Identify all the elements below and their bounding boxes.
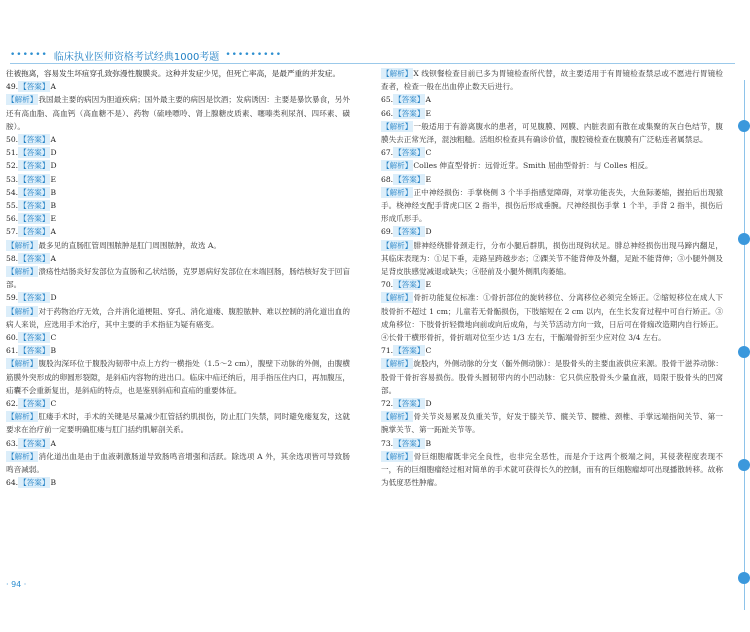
answer-value: D bbox=[50, 293, 57, 303]
answer-value: D bbox=[50, 148, 57, 158]
explanation-tag: 【解析】 bbox=[382, 451, 413, 461]
answer-tag: 【答案】 bbox=[394, 399, 425, 409]
explanation-paragraph bbox=[6, 410, 350, 436]
explanation-text: 骨巨细胞瘤既非完全良性，也非完全恶性，而是介于这两个极端之间，其侵袭程度表现不一，有的巨细胞瘤经过相对简单的手术就可获得长久的控制，而有的巨细胞瘤却可出现播散转移。故称为低度恶性肿瘤。 bbox=[381, 451, 723, 488]
answer-tag: 【答案】 bbox=[19, 478, 50, 488]
explanation-text: 腓神经绕腓骨颈走行，分布小腿后群肌，损伤出现钩状足。腓总神经损伤出现马蹄内翻足，其临床表现为：①足下垂，走路呈跨越步态；②踝关节不能背伸及外翻，足趾不能背伸；③小腿外侧及足背皮肤感觉减退或缺失；④胫前及小腿外侧肌肉萎缩。 bbox=[381, 240, 723, 277]
answer-value: E bbox=[425, 108, 431, 118]
continued-text: 往被拖离，容易发生坏疽穿孔致弥漫性腹膜炎。这种并发症少见，但死亡率高，是最严重的并发症。 bbox=[6, 69, 341, 78]
explanation-text: 对于药物治疗无效，合并消化道梗阻、穿孔、消化道瘘、腹腔脓肿、难以控制的消化道出血的病人来说，应选用手术治疗，其中主要的手术指征为疑有癌变。 bbox=[6, 306, 350, 329]
answer-tag: 【答案】 bbox=[394, 438, 425, 448]
question-number: 68. bbox=[381, 174, 394, 184]
answer-tag: 【答案】 bbox=[394, 108, 425, 118]
explanation-paragraph bbox=[381, 120, 723, 146]
answer-tag: 【答案】 bbox=[19, 82, 50, 92]
answer-value: A bbox=[50, 438, 56, 448]
answer-line bbox=[6, 344, 350, 357]
answer-line bbox=[6, 173, 350, 186]
side-rule bbox=[744, 80, 745, 610]
side-dot-marker bbox=[738, 459, 750, 471]
explanation-tag: 【解析】 bbox=[7, 267, 38, 277]
answer-tag: 【答案】 bbox=[19, 161, 50, 171]
answer-tag: 【答案】 bbox=[19, 333, 50, 343]
explanation-text: Colles 伸直型骨折：远骨近芽。Smith 屈曲型骨折：与 Colles 相反。 bbox=[413, 161, 653, 171]
explanation-tag: 【解析】 bbox=[7, 451, 38, 461]
question-number: 55. bbox=[6, 201, 19, 211]
answer-tag: 【答案】 bbox=[394, 148, 425, 158]
answer-tag: 【答案】 bbox=[19, 227, 50, 237]
answer-line bbox=[381, 225, 723, 238]
explanation-tag: 【解析】 bbox=[382, 69, 413, 78]
explanation-text: 腹股沟深环位于腹股沟韧带中点上方约一横指处（1.5～2 cm），腹壁下动脉的外侧，由腹横筋膜外突形成的卵圆形裂隙，是斜疝内容物的进出口。临床中疝还纳后，用手指压住内口，再加腹压，疝囊不会重新复出，是斜疝的特点，也是鉴别斜疝和直疝的重要体征。 bbox=[6, 359, 350, 395]
header-right-dots: ••••••••• bbox=[225, 50, 283, 60]
explanation-tag: 【解析】 bbox=[382, 187, 413, 197]
answer-tag: 【答案】 bbox=[394, 95, 425, 105]
explanation-text: X 线钡餐检查目前已多为胃镜检查所代替，故主要适用于有胃镜检查禁忌或不愿进行胃镜检查者，检查一般在出血停止数天后进行。 bbox=[381, 69, 723, 92]
question-number: 53. bbox=[6, 174, 19, 184]
explanation-tag: 【解析】 bbox=[7, 240, 38, 250]
explanation-paragraph bbox=[381, 410, 723, 436]
answer-tag: 【答案】 bbox=[19, 399, 50, 409]
answer-line bbox=[381, 437, 723, 450]
question-number: 58. bbox=[6, 253, 19, 263]
explanation-tag: 【解析】 bbox=[7, 359, 38, 369]
answer-line bbox=[6, 133, 350, 146]
right-column bbox=[381, 67, 723, 490]
answer-tag: 【答案】 bbox=[19, 187, 50, 197]
explanation-paragraph bbox=[6, 239, 350, 252]
answer-tag: 【答案】 bbox=[19, 438, 50, 448]
answer-value: B bbox=[425, 438, 432, 448]
question-number: 50. bbox=[6, 135, 19, 145]
answer-line bbox=[381, 93, 723, 106]
answer-line bbox=[6, 146, 350, 159]
answer-line bbox=[6, 212, 350, 225]
explanation-paragraph bbox=[381, 450, 723, 490]
question-number: 71. bbox=[381, 346, 394, 356]
explanation-text: 一般适用于有游离腹水的患者，可见腹膜、网膜、内脏表面有散在或集聚的灰白色结节，腹膜失去正常光泽，混浊粗糙。活组织检查具有确诊价值，腹腔镜检查在腹膜有广泛粘连者属禁忌。 bbox=[381, 121, 723, 145]
explanation-text: 骨关节炎易累及负重关节，好发于膝关节、髋关节、腰椎、颈椎、手掌远端指间关节、第一腕掌关节、第一跖趾关节等。 bbox=[381, 412, 723, 435]
answer-line bbox=[381, 173, 723, 186]
explanation-paragraph bbox=[381, 67, 723, 93]
answer-line bbox=[381, 344, 723, 357]
header-title: 临床执业医师资格考试经典1000考题 bbox=[53, 51, 220, 63]
answer-value: A bbox=[50, 253, 56, 263]
question-number: 52. bbox=[6, 161, 19, 171]
side-dot-marker bbox=[738, 233, 750, 245]
explanation-paragraph bbox=[381, 357, 723, 397]
answer-value: C bbox=[50, 399, 57, 409]
answer-line bbox=[6, 291, 350, 304]
answer-tag: 【答案】 bbox=[394, 227, 425, 237]
answer-line bbox=[6, 476, 350, 489]
answer-value: E bbox=[425, 280, 431, 290]
answer-tag: 【答案】 bbox=[394, 280, 425, 290]
explanation-tag: 【解析】 bbox=[7, 412, 38, 422]
explanation-text: 最多见的直肠肛管周围脓肿是肛门周围脓肿，故选 A。 bbox=[38, 240, 221, 250]
side-dot-marker bbox=[738, 346, 750, 358]
answer-value: B bbox=[50, 201, 57, 211]
answer-tag: 【答案】 bbox=[19, 148, 50, 158]
answer-line bbox=[6, 437, 350, 450]
answer-tag: 【答案】 bbox=[19, 214, 50, 224]
explanation-tag: 【解析】 bbox=[7, 306, 38, 316]
answer-line bbox=[6, 397, 350, 410]
question-number: 54. bbox=[6, 187, 19, 197]
explanation-text: 正中神经损伤：手掌桡侧 3 个半手指感觉障碍，对掌功能丧失，大鱼际萎缩，握拍后出现猿手。桡神经支配手背虎口区 2 指半，损伤后形成垂腕。尺神经损伤手掌 1 个半，手背 2 指半，损伤后形成爪形手。 bbox=[381, 187, 723, 224]
explanation-text: 溃疡性结肠炎好发部位为直肠和乙状结肠，克罗恩病好发部位在末端回肠，肠结核好发于回盲部。 bbox=[6, 267, 350, 290]
answer-value: D bbox=[425, 227, 432, 237]
explanation-tag: 【解析】 bbox=[7, 95, 38, 105]
answer-value: A bbox=[50, 135, 56, 145]
answer-value: C bbox=[425, 148, 432, 158]
answer-line bbox=[6, 186, 350, 199]
question-number: 69. bbox=[381, 227, 394, 237]
question-number: 60. bbox=[6, 333, 19, 343]
explanation-paragraph bbox=[381, 186, 723, 226]
running-header bbox=[10, 47, 282, 63]
answer-line bbox=[6, 199, 350, 212]
question-number: 56. bbox=[6, 214, 19, 224]
answer-tag: 【答案】 bbox=[19, 253, 50, 263]
answer-line bbox=[381, 278, 723, 291]
page-number: · 94 · bbox=[6, 580, 27, 589]
answer-tag: 【答案】 bbox=[394, 346, 425, 356]
answer-value: E bbox=[425, 174, 431, 184]
explanation-paragraph bbox=[381, 159, 723, 172]
answer-value: B bbox=[50, 187, 57, 197]
explanation-tag: 【解析】 bbox=[382, 240, 413, 250]
question-number: 64. bbox=[6, 478, 19, 488]
answer-line bbox=[381, 397, 723, 410]
explanation-text: 骨折功能复位标准：①骨折部位的旋转移位、分离移位必须完全矫正。②缩短移位在成人下肢骨折不超过 1 cm；儿童若无骨骺损伤，下肢缩短在 2 cm 以内，在生长发育过程中可自行矫正。③成角移位：下肢骨折轻微地向前或向后成角，与关节活动方向一致，日后可在骨痂改造期内自行矫正。④长骨干横形骨折，骨折端对位至少达 1/3 左右，干骺端骨折至少应对位 3/4 左右。 bbox=[381, 293, 723, 343]
answer-line bbox=[6, 225, 350, 238]
explanation-tag: 【解析】 bbox=[382, 293, 413, 303]
explanation-paragraph bbox=[6, 357, 350, 397]
explanation-tag: 【解析】 bbox=[382, 412, 413, 422]
explanation-tag: 【解析】 bbox=[382, 161, 413, 171]
explanation-paragraph bbox=[6, 450, 350, 476]
answer-value: C bbox=[425, 346, 432, 356]
answer-tag: 【答案】 bbox=[19, 135, 50, 145]
side-dot-marker bbox=[738, 120, 750, 132]
answer-line bbox=[381, 107, 723, 120]
question-number: 62. bbox=[6, 399, 19, 409]
answer-tag: 【答案】 bbox=[19, 174, 50, 184]
question-number: 72. bbox=[381, 399, 394, 409]
answer-tag: 【答案】 bbox=[19, 293, 50, 303]
answer-value: A bbox=[50, 227, 56, 237]
answer-value: B bbox=[50, 478, 57, 488]
answer-value: C bbox=[50, 333, 57, 343]
question-number: 49. bbox=[6, 82, 19, 92]
answer-value: E bbox=[50, 214, 56, 224]
answer-value: D bbox=[50, 161, 57, 171]
answer-value: E bbox=[50, 174, 56, 184]
explanation-paragraph bbox=[381, 239, 723, 279]
answer-tag: 【答案】 bbox=[394, 174, 425, 184]
explanation-text: 肛瘘手术时，手术的关键是尽量减少肛管括约肌损伤，防止肛门失禁，同时避免瘘复发，这就要求在治疗前一定要明确肛瘘与肛门括约肌解剖关系。 bbox=[6, 412, 350, 435]
explanation-paragraph bbox=[6, 305, 350, 331]
answer-line bbox=[6, 80, 350, 93]
explanation-tag: 【解析】 bbox=[382, 359, 413, 369]
explanation-paragraph bbox=[6, 93, 350, 133]
question-number: 67. bbox=[381, 148, 394, 158]
question-number: 63. bbox=[6, 438, 19, 448]
answer-tag: 【答案】 bbox=[19, 201, 50, 211]
question-number: 73. bbox=[381, 438, 394, 448]
question-number: 61. bbox=[6, 346, 19, 356]
answer-line bbox=[6, 331, 350, 344]
explanation-text: 消化道出血是由于血液刺激肠道导致肠鸣音增强和活跃。除选项 A 外，其余选项皆可导致肠鸣音减弱。 bbox=[6, 451, 350, 475]
explanation-text: 我国最主要的病因为胆道疾病；国外最主要的病因是饮酒；发病诱因：主要是暴饮暴食，另外还有高血脂、高血钙（高血糖不是）、药物（硫唑嘌呤、肾上腺糖皮质素、噻嗪类利尿剂、四环素、磺胺）。 bbox=[6, 95, 350, 131]
explanation-text: 旋股内，外侧动脉的分支（骺外侧动脉）：是股骨头的主要血液供应来源。股骨干滋养动脉：股骨干骨折容易损伤。股骨头圆韧带内的小凹动脉：它只供应股骨头少量血液，局限于股骨头的凹窝部。 bbox=[381, 359, 723, 395]
question-number: 57. bbox=[6, 227, 19, 237]
answer-line bbox=[381, 146, 723, 159]
header-left-dots: •••••• bbox=[10, 50, 48, 60]
answer-tag: 【答案】 bbox=[19, 346, 50, 356]
answer-line bbox=[6, 159, 350, 172]
explanation-paragraph bbox=[381, 291, 723, 344]
answer-value: D bbox=[425, 399, 432, 409]
question-number: 66. bbox=[381, 108, 394, 118]
question-number: 51. bbox=[6, 148, 19, 158]
side-dot-marker bbox=[738, 572, 750, 584]
explanation-paragraph bbox=[6, 265, 350, 291]
question-number: 65. bbox=[381, 95, 394, 105]
header-rule bbox=[10, 63, 735, 64]
question-number: 59. bbox=[6, 293, 19, 303]
answer-line bbox=[6, 252, 350, 265]
answer-value: B bbox=[50, 346, 57, 356]
explanation-tag: 【解析】 bbox=[382, 121, 413, 131]
answer-value: A bbox=[50, 82, 56, 92]
answer-value: A bbox=[425, 95, 431, 105]
question-number: 70. bbox=[381, 280, 394, 290]
left-column bbox=[6, 67, 350, 490]
